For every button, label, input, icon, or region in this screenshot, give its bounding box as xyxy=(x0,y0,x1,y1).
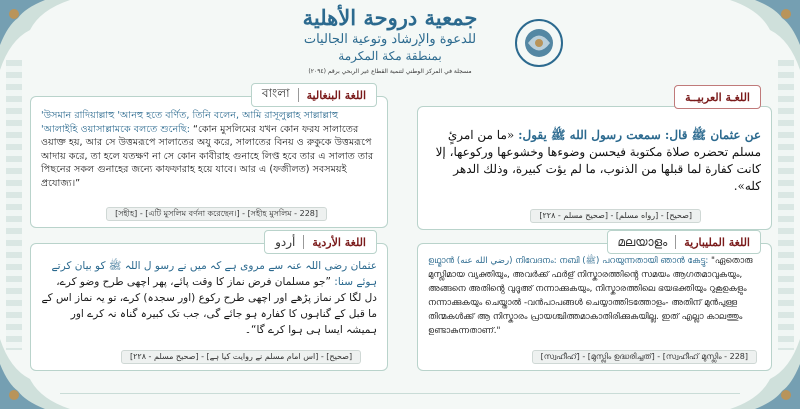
urdu-language-tab xyxy=(264,230,377,254)
arabic-tab-label: اللغـة العربيــة xyxy=(685,90,750,104)
tab-divider xyxy=(298,88,299,102)
bengali-hadith-text xyxy=(41,109,377,190)
urdu-hadith-text xyxy=(41,258,377,338)
side-pattern xyxy=(778,60,794,350)
organization-subtitle: للدعوة والإرشاد وتوعية الجاليات xyxy=(303,32,477,47)
bengali-source: [সহীহ] - [এটি মুসলিম বর্ণনা করেছেন।] - [সহীহ মুসলিম - 228] xyxy=(106,207,327,221)
side-pattern xyxy=(6,60,22,350)
urdu-source: [صحیح] - [اس امام مسلم نے روایت کیا ہے] - [صحيح مسلم - ۲۲۸] xyxy=(121,350,361,364)
arabic-narration-intro: عن عثمان ﷺ قال: سمعت رسول الله ﷺ يقول: xyxy=(518,128,761,142)
malayalam-narration-intro: ഉഥ്മാൻ (رضي الله عنه) നിവേദനം: നബി (ﷺ) പറയുന്നതായി ഞാൻ കേട്ടു: xyxy=(428,256,709,266)
malayalam-tab-arabic: اللغة المليبارية xyxy=(684,235,750,249)
bengali-narration-intro: 'উসমান রাদিয়াল্লাহু 'আনহু হতে বর্ণিত, তিনি বলেন, আমি রাসূলুল্লাহ সাল্লাল্লাহু 'আলাইহি ওয়াসাল্লামকে বলতে শুনেছি: xyxy=(41,110,339,135)
urdu-tab-arabic: اللغة الأردية xyxy=(312,235,366,249)
malayalam-hadith-text xyxy=(428,254,761,338)
urdu-hadith-body: ”جو مسلمان فرض نماز کا وقت پائے، پھر اچھی طرح وضو کرے، دل لگا کر نماز پڑھے اور اچھی طرح رکوع (اور سجدہ) کرے، تو یہ نماز اس کے ما قبل کے گناہوں کا کفارہ ہو جائے گی، جب تک کبیرہ گناہ نہ کرے اور ہمیشہ ایسا ہی ہوا کرے گا“۔ xyxy=(41,276,377,336)
malayalam-tab-native: മലയാളം xyxy=(617,234,668,249)
arabic-hadith-text xyxy=(428,127,761,195)
organization-title: جمعية دروحة الأهلية xyxy=(302,5,478,30)
tab-divider xyxy=(675,235,676,249)
bengali-tab-native: বাংলা xyxy=(261,86,290,100)
arabic-source: [صحيح] - [رواه مسلم] - [صحيح مسلم - ٢٢٨] xyxy=(530,209,701,223)
malayalam-panel xyxy=(417,234,772,371)
organization-header xyxy=(230,2,570,82)
bottom-border xyxy=(60,393,740,403)
bengali-panel xyxy=(30,86,388,228)
arabic-panel xyxy=(417,90,772,230)
malayalam-language-tab xyxy=(607,230,762,254)
bengali-language-tab xyxy=(251,83,377,107)
urdu-tab-native: أردو xyxy=(275,235,296,249)
bengali-tab-arabic: اللغة البنغالية xyxy=(306,88,366,102)
bengali-hadith-body: “কোন মুসলিমের যখন কোন ফরয সালাতের ওয়াক্ত হয়, আর সে উত্তমরূপে সালাতের অযু করে, সালাতের বিনয় ও রুকুকে উত্তমরূপে আদায় করে, তা হলে যতক্ষণ না সে কোন কাবীরাহ গুনাহে লিপ্ত হবে তার এ সালাত তার পিছনের সকল গুনাহের জন্যে কাফফারাহ হয়ে যাবে। আর এ (ফজীলত) সবসময়ই প্রযোজ্য।” xyxy=(41,123,374,189)
organization-region: بمنطقة مكة المكرمة xyxy=(338,49,442,63)
malayalam-hadith-body: "ഏതൊരു മുസ്ലിമായ വ്യക്തിയും, അവർക്ക് ഫർള് നിസ്കാരത്തിൻ്റെ സമയം ആഗതമാവുകയും, അങ്ങനെ അതിൻ്റെ വുദൂഅ് നന്നാക്കുകയും, നിസ്കാരത്തിലെ ഭയഭക്തിയും റുകൂഉകളും നന്നാക്കുകയും ചെയ്താൽ -വൻപാപങ്ങൾ ചെയ്യാത്തിടത്തോളം- അതിന് മുൻപുള്ള തിന്മകൾക്ക് ആ നിസ്കാരം പ്രായശ്ചിത്തമാകാതിരിക്കുകയില്ല. ഇത് എല്ലാ കാലത്തും ഉണ്ടാകുന്നതാണ്." xyxy=(428,256,753,336)
malayalam-source: [സ്വഹീഹ്] - [മുസ്ലിം ഉദ്ധരിച്ചത്] - [സ്വഹീഹ് മുസ്ലിം - 228] xyxy=(532,350,757,364)
registration-note: مسجلة في المركز الوطني لتنمية القطاع غير الربحي برقم (٢٠٩٤) xyxy=(308,68,472,75)
urdu-panel xyxy=(30,235,388,371)
organization-logo xyxy=(514,18,564,68)
tab-divider xyxy=(303,235,304,249)
urdu-narration-intro: عثمان رضی اللہ عنہ سے مروی ہے کہ میں نے رسو ل اللہ ﷺ کو بیان کرتے ہوئے سنا: xyxy=(51,260,377,288)
arabic-hadith-body: «ما من امرئٍ مسلم تحضره صلاة مكتوبة فيحسن وضوءها وخشوعها وركوعها، إلا كانت كفارة لما قبلها من الذنوب، ما لم يؤت كبيرة، وذلك الدهر كله». xyxy=(435,128,761,193)
arabic-language-tab xyxy=(674,85,761,109)
